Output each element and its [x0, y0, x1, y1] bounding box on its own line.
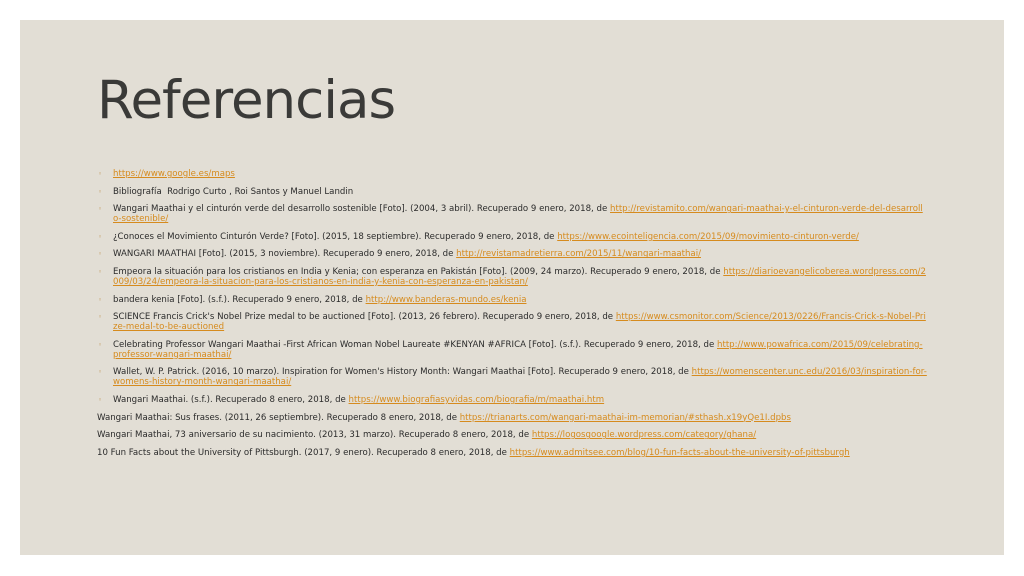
- reference-link[interactable]: https://womenscenter.unc.edu/2016/03/inspiration-for-womens-history-month-wangari-maathai/: [113, 367, 927, 388]
- bullet-icon: ◦: [98, 170, 103, 178]
- reference-text: Wangari Maathai, 73 aniversario de su nacimiento. (2013, 31 marzo). Recuperado 8 enero, 2018, de: [97, 430, 532, 441]
- reference-link[interactable]: https://diarioevangelicoberea.wordpress.com/2009/03/24/empeora-la-situacion-para-los-cristianos-en-india-y-kenia-con-esperanza-en-pakistan/: [113, 266, 926, 287]
- reference-text: Wangari Maathai. (s.f.). Recuperado 8 enero, 2018, de: [113, 394, 349, 405]
- reference-item: [97, 232, 927, 242]
- reference-link[interactable]: https://www.biografiasyvidas.com/biografia/m/maathai.htm: [348, 394, 605, 405]
- reference-text: Wangari Maathai y el cinturón verde del desarrollo sostenible [Foto]. (2004, 3 abril). Recuperado 9 enero, 2018, de: [113, 204, 610, 215]
- reference-link[interactable]: http://revistamito.com/wangari-maathai-y-el-cinturon-verde-del-desarrollo-sostenible/: [113, 204, 923, 225]
- reference-item: [97, 448, 927, 458]
- reference-text: Bibliografía Rodrigo Curto , Roi Santos y Manuel Landin: [113, 186, 354, 197]
- reference-item: [97, 312, 927, 332]
- slide: [20, 20, 1004, 555]
- reference-text: 10 Fun Facts about the University of Pittsburgh. (2017, 9 enero). Recuperado 8 enero, 2018, de: [97, 447, 510, 458]
- bullet-icon: ◦: [98, 205, 103, 214]
- slide-title: Referencias: [97, 70, 396, 131]
- reference-text: Wallet, W. P. Patrick. (2016, 10 marzo). Inspiration for Women's History Month: Wangari Maathai [Foto]. Recuperado 9 enero, 2018, de: [113, 367, 692, 378]
- reference-item: [97, 169, 927, 179]
- bullet-icon: ◦: [98, 232, 103, 241]
- reference-item: [97, 340, 927, 360]
- reference-item: [97, 267, 927, 287]
- reference-text: SCIENCE Francis Crick's Nobel Prize medal to be auctioned [Foto]. (2013, 26 febrero). Recuperado 9 enero, 2018, de: [113, 312, 616, 323]
- bullet-icon: ◦: [98, 313, 103, 322]
- reference-link[interactable]: https://logosgoogle.wordpress.com/category/ghana/: [531, 430, 757, 441]
- bullet-icon: ◦: [98, 368, 103, 377]
- bullet-icon: ◦: [98, 395, 103, 404]
- reference-link[interactable]: https://www.admitsee.com/blog/10-fun-facts-about-the-university-of-pittsburgh: [509, 447, 850, 458]
- reference-item: [97, 249, 927, 259]
- reference-item: [97, 395, 927, 405]
- reference-item: [97, 430, 927, 440]
- reference-text: bandera kenia [Foto]. (s.f.). Recuperado 9 enero, 2018, de: [113, 294, 366, 305]
- reference-link[interactable]: http://www.banderas-mundo.es/kenia: [365, 294, 527, 305]
- bullet-icon: ◦: [98, 295, 103, 304]
- reference-link[interactable]: http://www.powafrica.com/2015/09/celebrating-professor-wangari-maathai/: [113, 339, 923, 360]
- reference-text: Empeora la situación para los cristianos en India y Kenia; con esperanza en Pakistán [Foto]. (2009, 24 marzo). Recuperado 9 enero, 2018, de: [113, 266, 724, 277]
- reference-text: Celebrating Professor Wangari Maathai -First African Woman Nobel Laureate #KENYAN #AFRICA [Foto]. (s.f.). Recuperado 9 enero, 2018, de: [113, 339, 717, 350]
- reference-link[interactable]: https://www.ecointeligencia.com/2015/09/movimiento-cinturon-verde/: [557, 231, 859, 242]
- bullet-icon: ◦: [98, 250, 103, 259]
- reference-link[interactable]: https://www.google.es/maps: [113, 169, 235, 179]
- reference-item: [97, 204, 927, 224]
- reference-item: [97, 295, 927, 305]
- reference-item: [97, 367, 927, 387]
- reference-item: [97, 413, 927, 423]
- bullet-icon: ◦: [98, 187, 103, 196]
- reference-link[interactable]: http://revistamadretierra.com/2015/11/wangari-maathai/: [456, 249, 701, 260]
- reference-text: Wangari Maathai: Sus frases. (2011, 26 septiembre). Recuperado 8 enero, 2018, de: [97, 412, 460, 423]
- references-list: [97, 169, 927, 465]
- reference-link[interactable]: https://trianarts.com/wangari-maathai-im-memorian/#sthash.x19yQe1I.dpbs: [459, 412, 791, 423]
- reference-text: ¿Conoces el Movimiento Cinturón Verde? [Foto]. (2015, 18 septiembre). Recuperado 9 enero, 2018, de: [113, 231, 558, 242]
- reference-item: [97, 187, 927, 197]
- reference-link[interactable]: https://www.csmonitor.com/Science/2013/0226/Francis-Crick-s-Nobel-Prize-medal-to-be-auctioned: [113, 312, 926, 333]
- bullet-icon: ◦: [98, 267, 103, 276]
- bullet-icon: ◦: [98, 340, 103, 349]
- reference-text: WANGARI MAATHAI [Foto]. (2015, 3 noviembre). Recuperado 9 enero, 2018, de: [113, 249, 457, 260]
